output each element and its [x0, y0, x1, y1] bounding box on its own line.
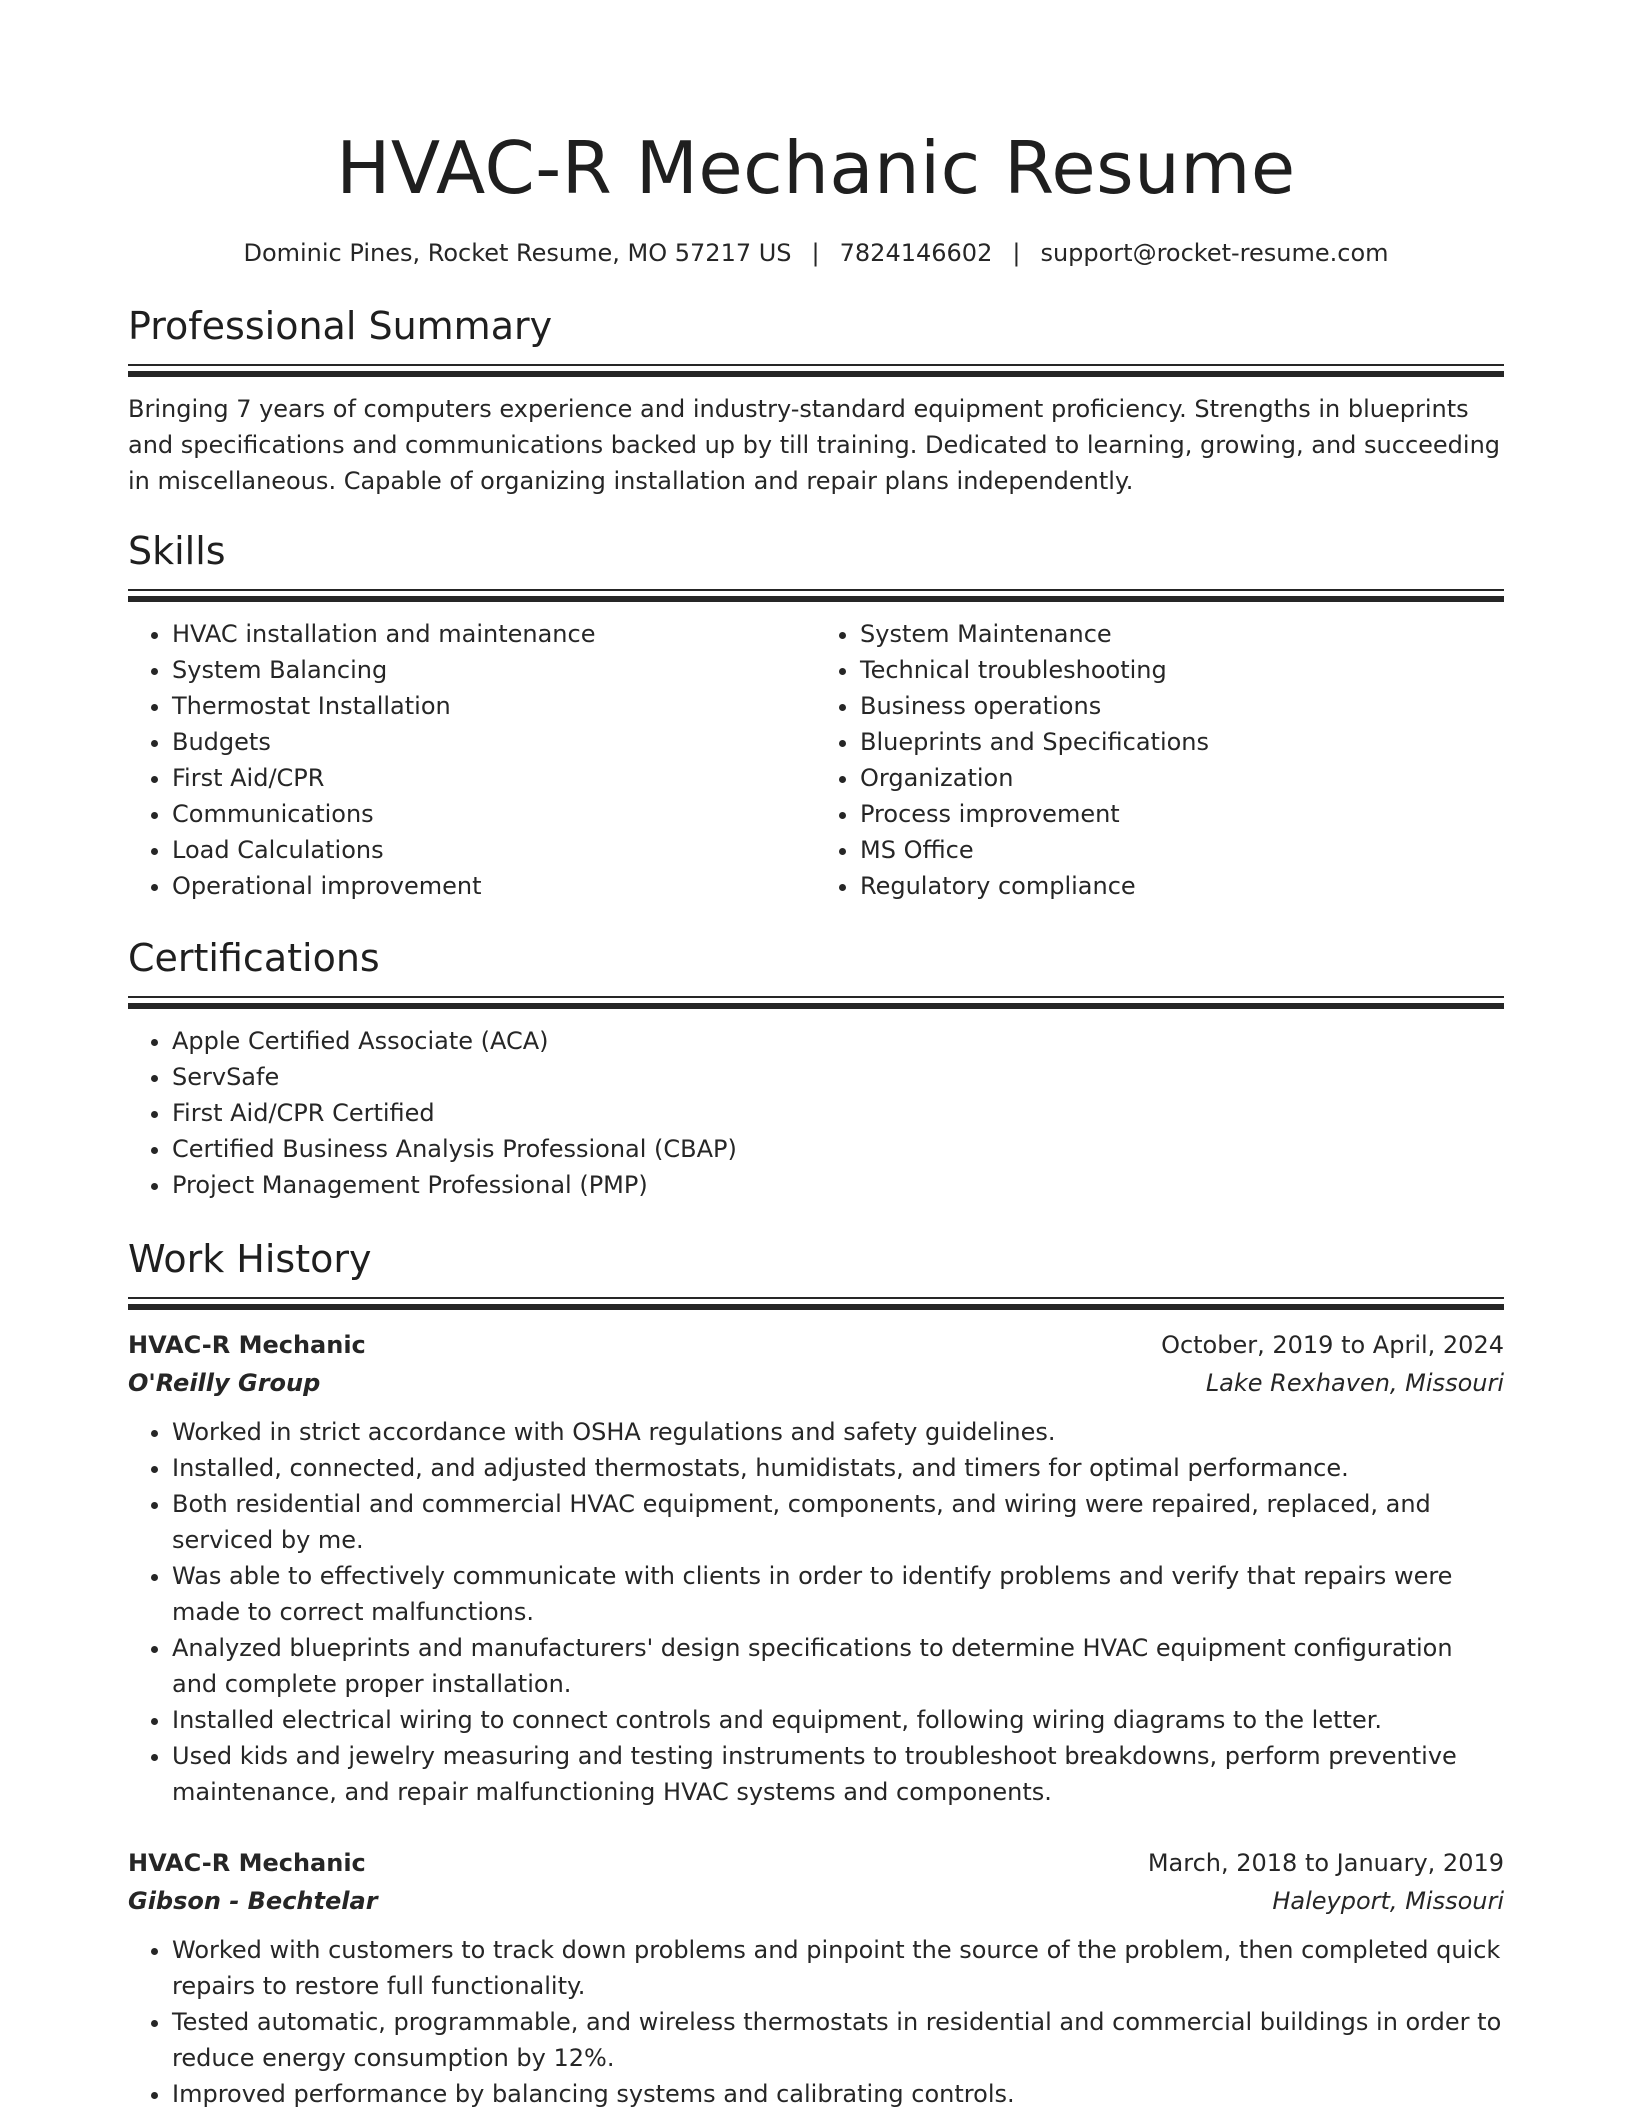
skills-list-right [816, 616, 1504, 904]
job-bullet: • Improved performance by balancing systems and calibrating controls. [172, 2076, 1504, 2112]
skill-item: • Process improvement [860, 796, 1504, 832]
job-bullet: • Analyzed blueprints and manufacturers' design specifications to determine HVAC equipment configuration and complete proper installation. [172, 1630, 1504, 1702]
skill-item: • Load Calculations [172, 832, 816, 868]
section-heading-work-history: Work History [128, 1237, 372, 1281]
certification-item: • Apple Certified Associate (ACA) [172, 1023, 1504, 1059]
skill-item: • Budgets [172, 724, 816, 760]
page-title: HVAC-R Mechanic Resume [336, 126, 1296, 210]
section-divider [128, 364, 1504, 377]
section-heading-skills: Skills [128, 529, 226, 573]
section-divider [128, 1297, 1504, 1310]
summary-text: Bringing 7 years of computers experience and industry-standard equipment proficiency. Strengths in blueprints and specifications and communications backed up by till training. Dedicated to learning, growing, and succeeding in miscellaneous. Capable of organizing installation and repair plans independently. [128, 395, 1501, 495]
skills-grid [128, 616, 1504, 904]
section-heading-summary: Professional Summary [128, 304, 553, 348]
job-bullet: • Worked with customers to track down problems and pinpoint the source of the problem, then completed quick repairs to restore full functionality. [172, 1932, 1504, 2004]
work-history-section [128, 1233, 1504, 2112]
contact-email: support@rocket-resume.com [1040, 239, 1389, 267]
contact-separator: | [1012, 239, 1021, 267]
skill-item: • Technical troubleshooting [860, 652, 1504, 688]
summary-section [128, 300, 1504, 499]
job-dates: March, 2018 to January, 2019 [1147, 1849, 1504, 1877]
skill-item: • Business operations [860, 688, 1504, 724]
job-bullets [128, 1414, 1504, 1810]
job-dates: October, 2019 to April, 2024 [1161, 1331, 1504, 1359]
skill-item: • Blueprints and Specifications [860, 724, 1504, 760]
job-company: O'Reilly Group [128, 1369, 321, 1397]
job-header-row [128, 1844, 1504, 1882]
skill-item: • System Balancing [172, 652, 816, 688]
job-title: HVAC-R Mechanic [128, 1331, 366, 1359]
section-heading-certifications: Certifications [128, 936, 380, 980]
contact-line [128, 236, 1504, 270]
skill-item: • Operational improvement [172, 868, 816, 904]
skill-item: • Regulatory compliance [860, 868, 1504, 904]
job-bullet: • Worked in strict accordance with OSHA regulations and safety guidelines. [172, 1414, 1504, 1450]
job-location: Haleyport, Missouri [1272, 1887, 1504, 1915]
skill-item: • MS Office [860, 832, 1504, 868]
certification-item: • First Aid/CPR Certified [172, 1095, 1504, 1131]
skill-item: • First Aid/CPR [172, 760, 816, 796]
job-entry [128, 1326, 1504, 1810]
skill-item: • Thermostat Installation [172, 688, 816, 724]
skills-list-left [128, 616, 816, 904]
section-divider [128, 589, 1504, 602]
job-subheader-row [128, 1364, 1504, 1402]
skill-item: • System Maintenance [860, 616, 1504, 652]
contact-separator: | [811, 239, 820, 267]
job-bullet: • Used kids and jewelry measuring and testing instruments to troubleshoot breakdowns, perform preventive maintenance, and repair malfunctioning HVAC systems and components. [172, 1738, 1504, 1810]
job-subheader-row [128, 1882, 1504, 1920]
job-entry [128, 1844, 1504, 2112]
contact-address: Dominic Pines, Rocket Resume, MO 57217 US [243, 239, 792, 267]
certification-item: • Project Management Professional (PMP) [172, 1167, 1504, 1203]
job-header-row [128, 1326, 1504, 1364]
skills-section [128, 525, 1504, 904]
job-bullet: • Tested automatic, programmable, and wireless thermostats in residential and commercial buildings in order to reduce energy consumption by 12%. [172, 2004, 1504, 2076]
certification-item: • Certified Business Analysis Professional (CBAP) [172, 1131, 1504, 1167]
job-bullet: • Installed, connected, and adjusted thermostats, humidistats, and timers for optimal performance. [172, 1450, 1504, 1486]
certifications-list [128, 1023, 1504, 1203]
job-bullets [128, 1932, 1504, 2112]
certifications-section [128, 932, 1504, 1203]
job-company: Gibson - Bechtelar [128, 1887, 378, 1915]
job-title: HVAC-R Mechanic [128, 1849, 366, 1877]
section-divider [128, 996, 1504, 1009]
skill-item: • Organization [860, 760, 1504, 796]
job-location: Lake Rexhaven, Missouri [1205, 1369, 1504, 1397]
job-bullet: • Both residential and commercial HVAC equipment, components, and wiring were repaired, replaced, and serviced by me. [172, 1486, 1504, 1558]
certification-item: • ServSafe [172, 1059, 1504, 1095]
job-bullet: • Was able to effectively communicate with clients in order to identify problems and verify that repairs were made to correct malfunctions. [172, 1558, 1504, 1630]
job-bullet: • Installed electrical wiring to connect controls and equipment, following wiring diagrams to the letter. [172, 1702, 1504, 1738]
skill-item: • Communications [172, 796, 816, 832]
contact-phone: 7824146602 [839, 239, 993, 267]
skill-item: • HVAC installation and maintenance [172, 616, 816, 652]
